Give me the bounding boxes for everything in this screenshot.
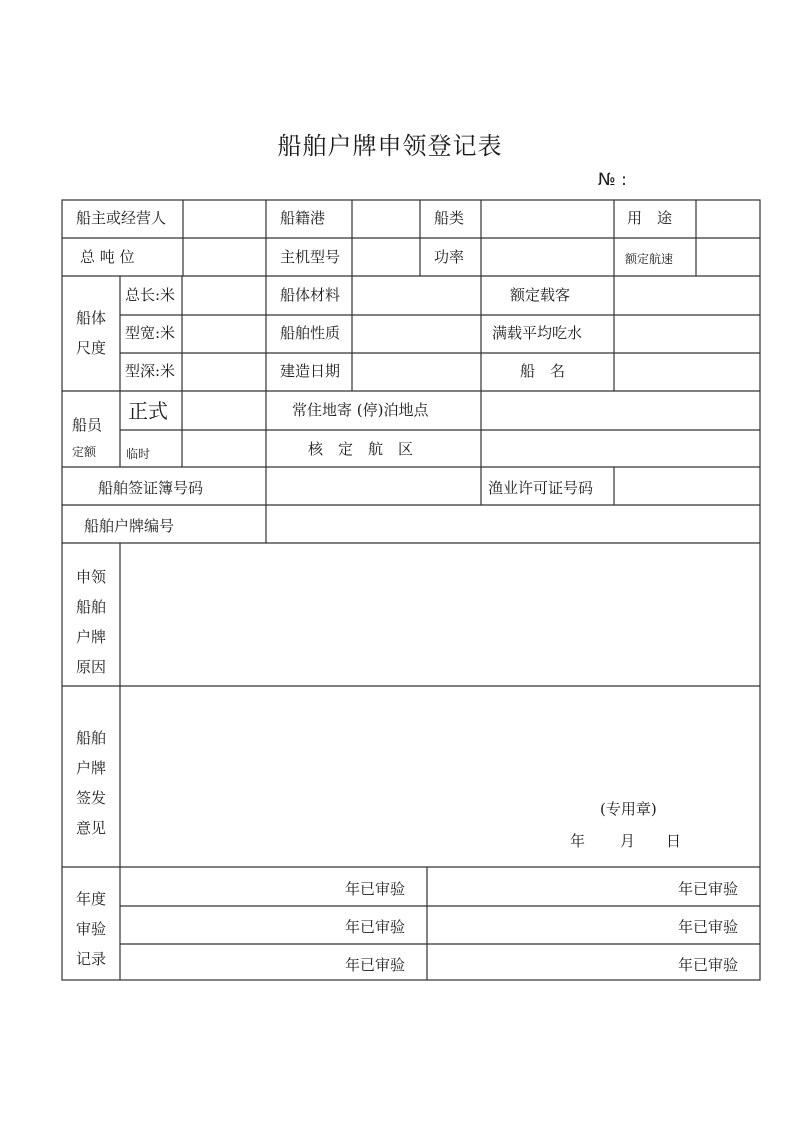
ship-name-label: 船 名 xyxy=(520,362,566,380)
navigation-area-label: 核 定 航 区 xyxy=(308,440,414,458)
annual-entry: 年已审验 xyxy=(678,918,739,936)
ship-type-label: 船类 xyxy=(434,209,465,227)
date-day: 日 xyxy=(666,832,682,850)
crew-quota-label: 定额 xyxy=(72,445,97,459)
visa-book-label: 船舶签证簿号码 xyxy=(98,479,204,497)
breadth-label: 型宽:米 xyxy=(125,324,176,342)
annual-review-label: 年度 审验 记录 xyxy=(75,890,106,968)
build-date-label: 建造日期 xyxy=(280,362,341,380)
engine-model-label: 主机型号 xyxy=(280,248,341,266)
usage-label: 用 途 xyxy=(627,209,673,227)
port-label: 船籍港 xyxy=(280,209,326,227)
annual-entry: 年已审验 xyxy=(345,956,406,974)
hull-material-label: 船体材料 xyxy=(280,286,341,304)
ship-nature-label: 船舶性质 xyxy=(280,324,341,342)
crew-group-label: 船员 xyxy=(72,416,103,434)
crew-formal-label: 正式 xyxy=(128,399,168,423)
seal-label: (专用章) xyxy=(600,800,657,818)
annual-entry: 年已审验 xyxy=(678,880,739,898)
date-month: 月 xyxy=(620,832,636,850)
fishing-license-label: 渔业许可证号码 xyxy=(488,479,594,497)
avg-draft-label: 满载平均吃水 xyxy=(492,324,583,342)
annual-entry: 年已审验 xyxy=(345,880,406,898)
plate-number-label: 船舶户牌编号 xyxy=(84,517,175,535)
crew-temporary-label: 临时 xyxy=(126,447,151,461)
dimensions-group-label: 船体 尺度 xyxy=(75,309,106,357)
depth-label: 型深:米 xyxy=(125,362,176,380)
annual-entry: 年已审验 xyxy=(345,918,406,936)
power-label: 功率 xyxy=(434,248,465,266)
annual-entry: 年已审验 xyxy=(678,956,739,974)
form-number-label: № : xyxy=(598,170,627,190)
form-title: 船舶户牌申领登记表 xyxy=(277,132,503,160)
opinion-label: 船舶 户牌 签发 意见 xyxy=(75,729,106,837)
berth-label: 常住地寄 (停)泊地点 xyxy=(292,401,429,419)
rated-passengers-label: 额定载客 xyxy=(510,286,571,304)
reason-label: 申领 船舶 户牌 原因 xyxy=(75,568,106,676)
rated-speed-label: 额定航速 xyxy=(625,252,674,266)
tonnage-label: 总 吨 位 xyxy=(80,248,135,266)
date-year: 年 xyxy=(570,832,586,850)
owner-label: 船主或经营人 xyxy=(76,209,167,227)
length-label: 总长:米 xyxy=(125,286,176,304)
